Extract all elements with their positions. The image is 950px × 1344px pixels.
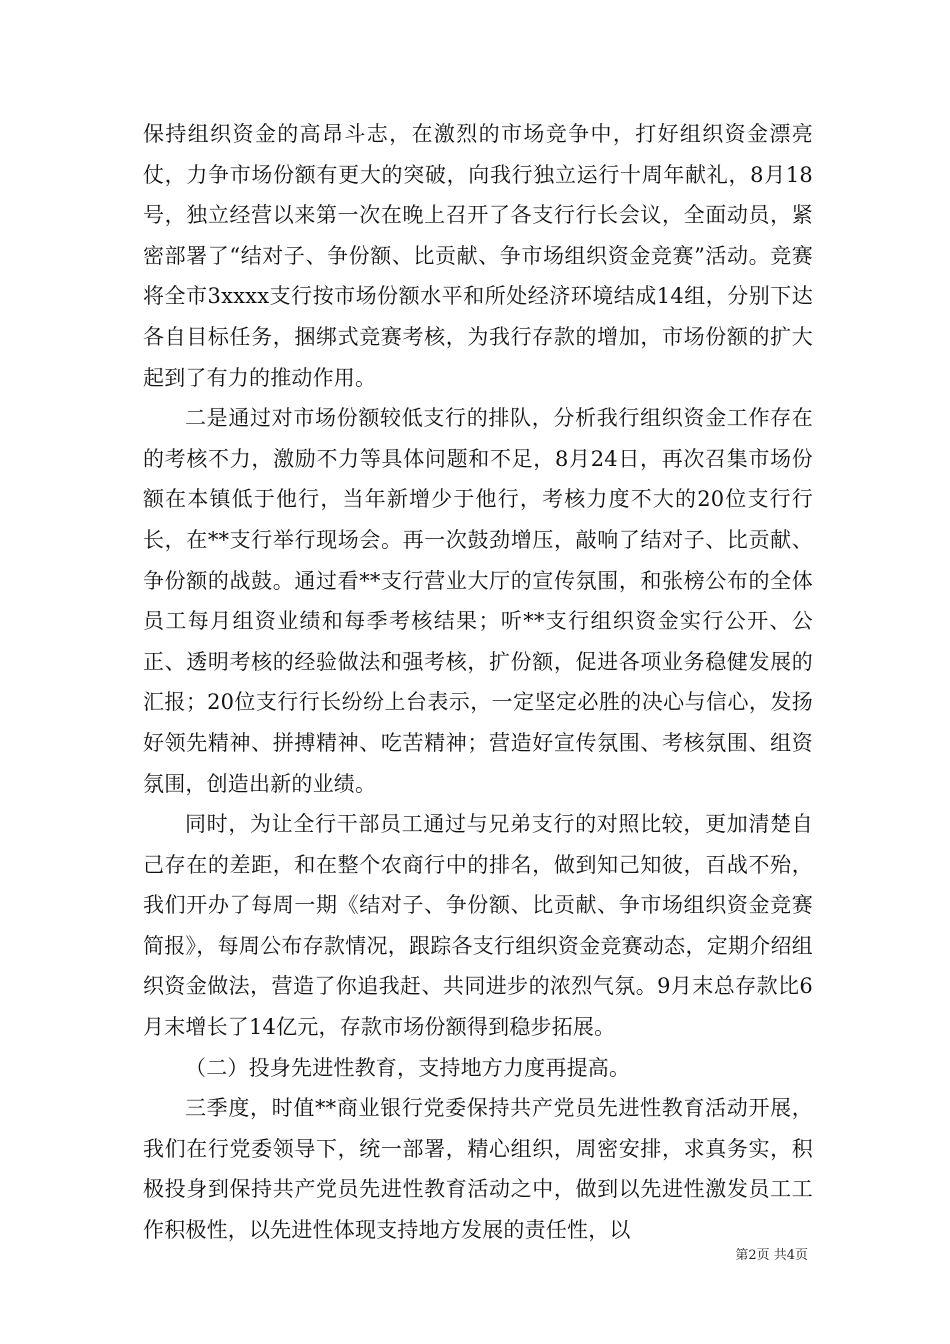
paragraph-simultaneously: 同时，为让全行干部员工通过与兄弟支行的对照比较，更加清楚自己存在的差距，和在整个农商行中的排名，做到知己知彼，百战不殆，我们开办了每周一期《结对子、争份额、比贡献、争市场组织资金竞赛简报》，每周公布存款情况，跟踪各支行组织资金竞赛动态，定期介绍组织资金做法，营造了你追我赶、共同进步的浓烈气氛。9月末总存款比6月末增长了14亿元，存款市场份额得到稳步拓展。 bbox=[143, 812, 813, 1040]
section-heading: （二）投身先进性教育，支持地方力度再提高。 bbox=[185, 1055, 631, 1080]
paragraph-second-point: 二是通过对市场份额较低支行的排队，分析我行组织资金工作存在的考核不力，激励不力等具体问题和不足，8月24日，再次召集市场份额在本镇低于他行，当年新增少于他行，考核力度不大的20位支行行长，在**支行举行现场会。再一次鼓劲增压，敲响了结对子、比贡献、争份额的战鼓。通过看**支行营业大厅的宣传氛围，和张榜公布的全体员工每月组资业绩和每季考核结果；听**支行组织资金实行公开、公正、透明考核的经验做法和强考核，扩份额，促进各项业务稳健发展的汇报；20位支行行长纷纷上台表示，一定坚定必胜的决心与信心，发扬好领先精神、拼搏精神、吃苦精神；营造好宣传氛围、考核氛围、组资氛围，创造出新的业绩。 bbox=[143, 406, 813, 796]
document-body bbox=[143, 114, 813, 1251]
paragraph-third-quarter: 三季度，时值**商业银行党委保持共产党员先进性教育活动开展，我们在行党委领导下，统一部署，精心组织，周密安排，求真务实，积极投身到保持共产党员先进性教育活动之中，做到以先进性激发员工工作积极性，以先进性体现支持地方发展的责任性，以 bbox=[143, 1096, 813, 1243]
paragraph-continuation: 保持组织资金的高昂斗志，在激烈的市场竞争中，打好组织资金漂亮仗，力争市场份额有更大的突破，向我行独立运行十周年献礼，8月18号，独立经营以来第一次在晚上召开了各支行行长会议，全面动员，紧密部署了“结对子、争份额、比贡献、争市场组织资金竞赛”活动。竞赛将全市3xxxx支行按市场份额水平和所处经济环境结成14组，分别下达各自目标任务，捆绑式竞赛考核，为我行存款的增加，市场份额的扩大起到了有力的推动作用。 bbox=[143, 122, 813, 390]
page-number-footer: 第2页 共4页 bbox=[735, 1248, 808, 1263]
